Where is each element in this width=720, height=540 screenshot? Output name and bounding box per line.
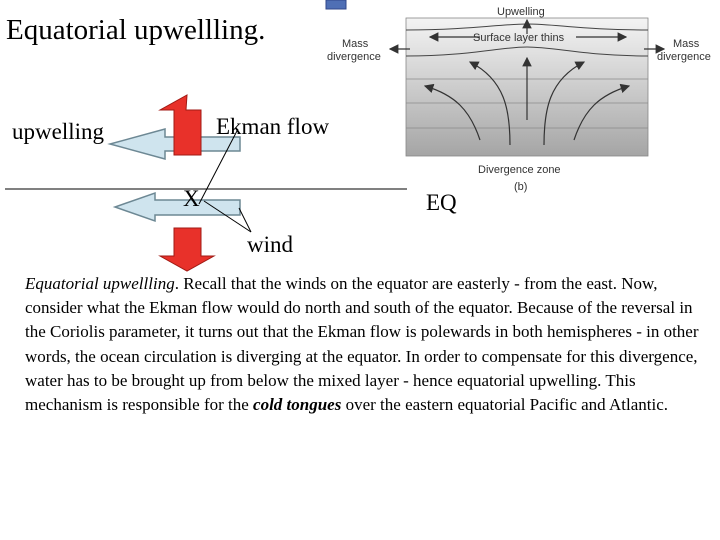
cold-tongues-emphasis: cold tongues bbox=[253, 395, 342, 415]
page-title: Equatorial upwellling. bbox=[6, 14, 266, 46]
paragraph-text-1: . Recall that the winds on the equator are easterly - from the east. Now, consider what the Ekman flow would do north and south of the equator. Because of the reversal in the Coriolis parameter, it turns out that the Ekman flow is polewards in both hemispheres - in other words, the ocean circulation is diverging at the equator. In order to compensate for this divergence, water has to be brought up from below the mixed layer - hence equatorial upwelling. This mechanism is responsible for the bbox=[25, 274, 699, 415]
equator-label: EQ bbox=[426, 190, 457, 215]
inset-left-label-1: Mass bbox=[342, 38, 369, 50]
inset-bottom-label: Divergence zone bbox=[478, 164, 561, 176]
poleward-arrow-south bbox=[160, 228, 214, 271]
wind-arrow-west bbox=[115, 193, 240, 221]
upwelling-label: upwelling bbox=[12, 119, 104, 144]
paragraph-lead: Equatorial upwellling bbox=[25, 274, 175, 293]
explanation-paragraph bbox=[25, 272, 705, 417]
x-marker-label: X bbox=[183, 186, 200, 211]
inset-top-label: Upwelling bbox=[497, 6, 545, 18]
ekman-flow-label: Ekman flow bbox=[216, 114, 330, 139]
inset-panel-label: (b) bbox=[514, 181, 528, 193]
inset-left-label-2: divergence bbox=[327, 51, 381, 63]
wind-label: wind bbox=[247, 232, 293, 257]
inset-right-label-1: Mass bbox=[673, 38, 700, 50]
inset-right-label-2: divergence bbox=[657, 51, 711, 63]
inset-surface-label: Surface layer thins bbox=[473, 32, 565, 44]
slide-tab bbox=[326, 0, 346, 9]
paragraph-text-2: over the eastern equatorial Pacific and Atlantic. bbox=[341, 395, 668, 415]
